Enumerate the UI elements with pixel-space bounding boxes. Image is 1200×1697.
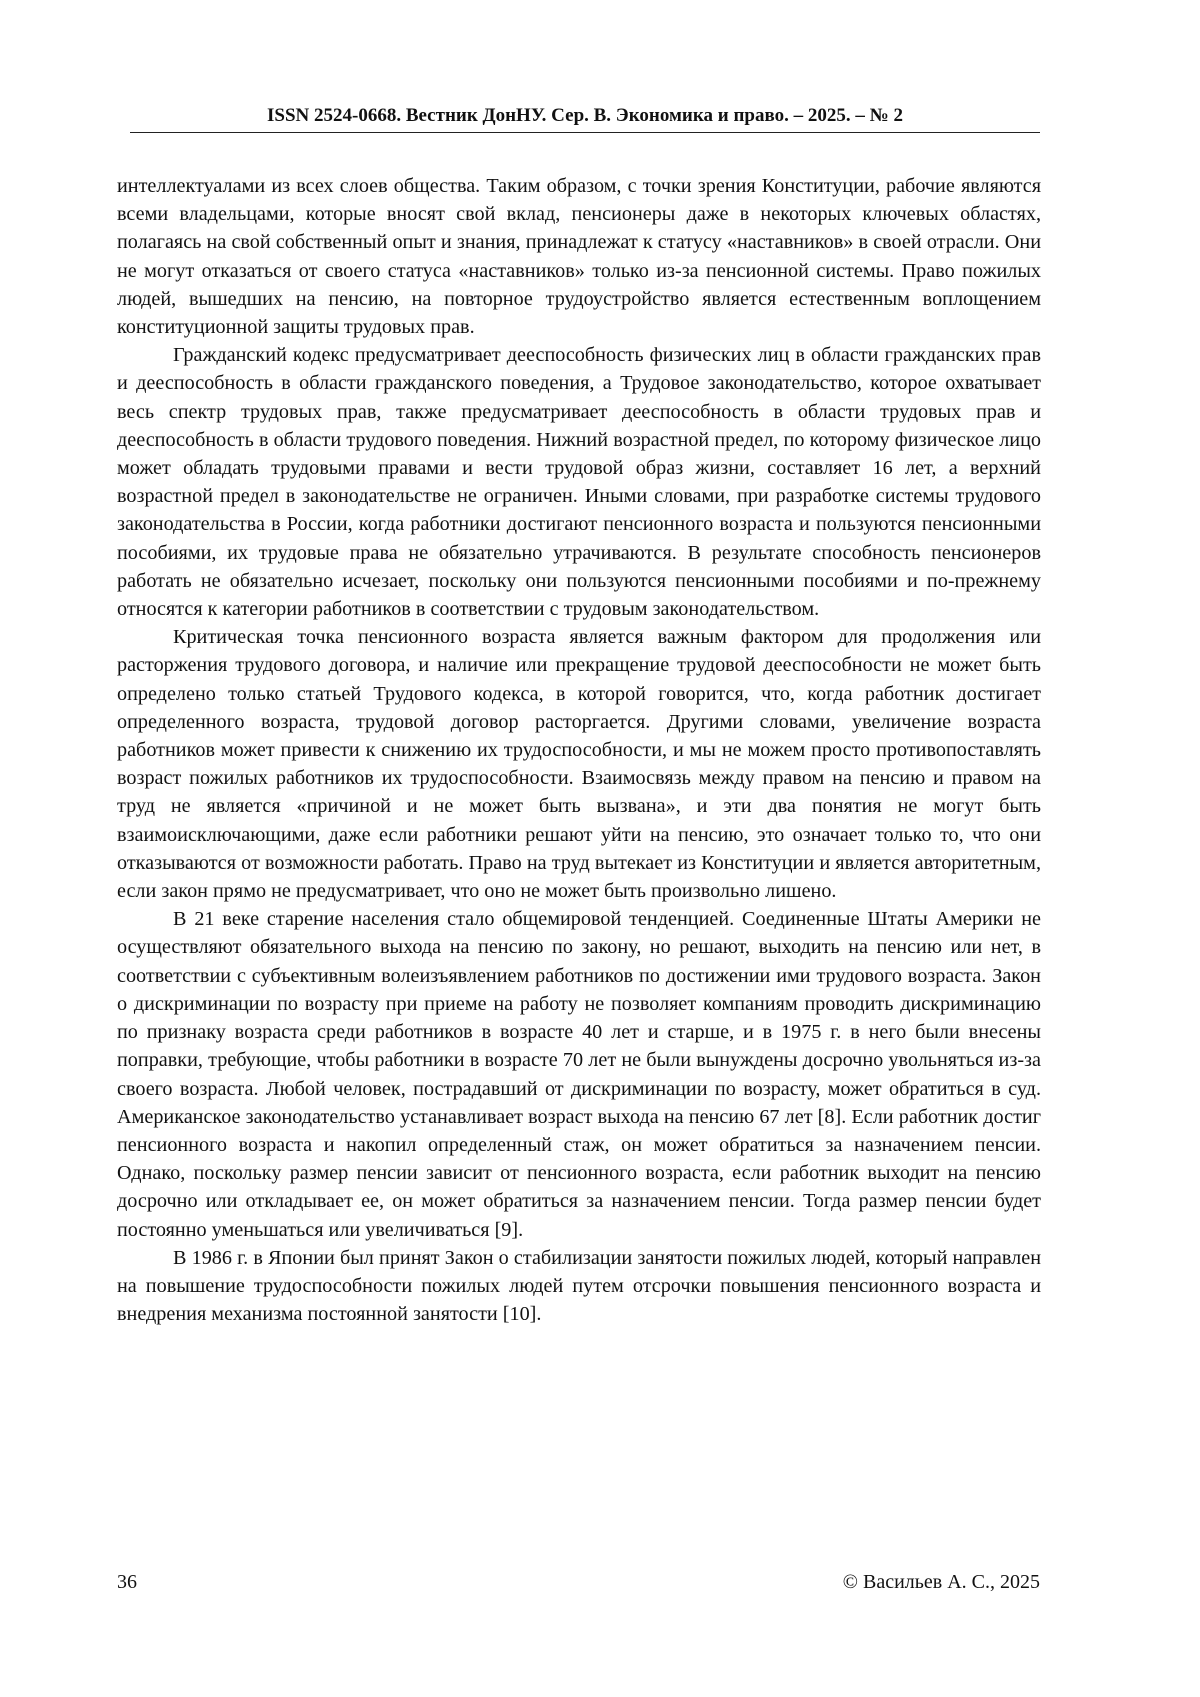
article-body <box>117 172 1041 1328</box>
paragraph: В 1986 г. в Японии был принят Закон о стабилизации занятости пожилых людей, который направлен на повышение трудоспособности пожилых людей путем отсрочки повышения пенсионного возраста и внедрения механизма постоянной занятости [10]. <box>117 1246 1041 1326</box>
paragraph: Гражданский кодекс предусматривает дееспособность физических лиц в области гражданских прав и дееспособность в области гражданского поведения, а Трудовое законодательство, которое охватывает весь спектр трудовых прав, также предусматривает дееспособность в области трудовых прав и дееспособность в области трудового поведения. Нижний возрастной предел, по которому физическое лицо может обладать трудовыми правами и вести трудовой образ жизни, составляет 16 лет, а верхний возрастной предел в законодательстве не ограничен. Иными словами, при разработке системы трудового законодательства в России, когда работники достигают пенсионного возраста и пользуются пенсионными пособиями, их трудовые права не обязательно утрачиваются. В результате способность пенсионеров работать не обязательно исчезает, поскольку они пользуются пенсионными пособиями и по-прежнему относятся к категории работников в соответствии с трудовым законодательством. <box>117 344 1041 621</box>
copyright-notice: © Васильев А. С., 2025 <box>842 1571 1040 1593</box>
page-number: 36 <box>117 1571 137 1593</box>
paragraph: Критическая точка пенсионного возраста является важным фактором для продолжения или расторжения трудового договора, и наличие или прекращение трудовой дееспособности не может быть определено только статьей Трудового кодекса, в которой говорится, что, когда работник достигает определенного возраста, трудовой договор расторгается. Другими словами, увеличение возраста работников может привести к снижению их трудоспособности, и мы не можем просто противопоставлять возраст пожилых работников их трудоспособности. Взаимосвязь между правом на пенсию и правом на труд не является «причиной и не может быть вызвана», и эти два понятия не могут быть взаимоисключающими, даже если работники решают уйти на пенсию, это означает только то, что они отказываются от возможности работать. Право на труд вытекает из Конституции и является авторитетным, если закон прямо не предусматривает, что оно не может быть произвольно лишено. <box>117 626 1041 903</box>
paragraph: В 21 веке старение населения стало общемировой тенденцией. Соединенные Штаты Америки не осуществляют обязательного выхода на пенсию по закону, но решают, выходить на пенсию или нет, в соответствии с субъективным волеизъявлением работников по достижении ими трудового возраста. Закон о дискриминации по возрасту при приеме на работу не позволяет компаниям проводить дискриминацию по признаку возраста среди работников в возрасте 40 лет и старше, и в 1975 г. в него были внесены поправки, требующие, чтобы работники в возрасте 70 лет не были вынуждены досрочно увольняться из-за своего возраста. Любой человек, пострадавший от дискриминации по возрасту, может обратиться в суд. Американское законодательство устанавливает возраст выхода на пенсию 67 лет [8]. Если работник достиг пенсионного возраста и накопил определенный стаж, он может обратиться за назначением пенсии. Однако, поскольку размер пенсии зависит от пенсионного возраста, если работник выходит на пенсию досрочно или откладывает ее, он может обратиться за назначением пенсии. Тогда размер пенсии будет постоянно уменьшаться или увеличиваться [9]. <box>117 908 1041 1241</box>
running-header: ISSN 2524-0668. Вестник ДонНУ. Сер. В. Экономика и право. – 2025. – № 2 <box>130 104 1040 133</box>
paragraph-continuation: интеллектуалами из всех слоев общества. Таким образом, с точки зрения Конституции, рабочие являются всеми владельцами, которые вносят свой вклад, пенсионеры даже в некоторых ключевых областях, полагаясь на свой собственный опыт и знания, принадлежат к статусу «наставников» в своей отрасли. Они не могут отказаться от своего статуса «наставников» только из-за пенсионной системы. Право пожилых людей, вышедших на пенсию, на повторное трудоустройство является естественным воплощением конституционной защиты трудовых прав. <box>117 175 1041 339</box>
